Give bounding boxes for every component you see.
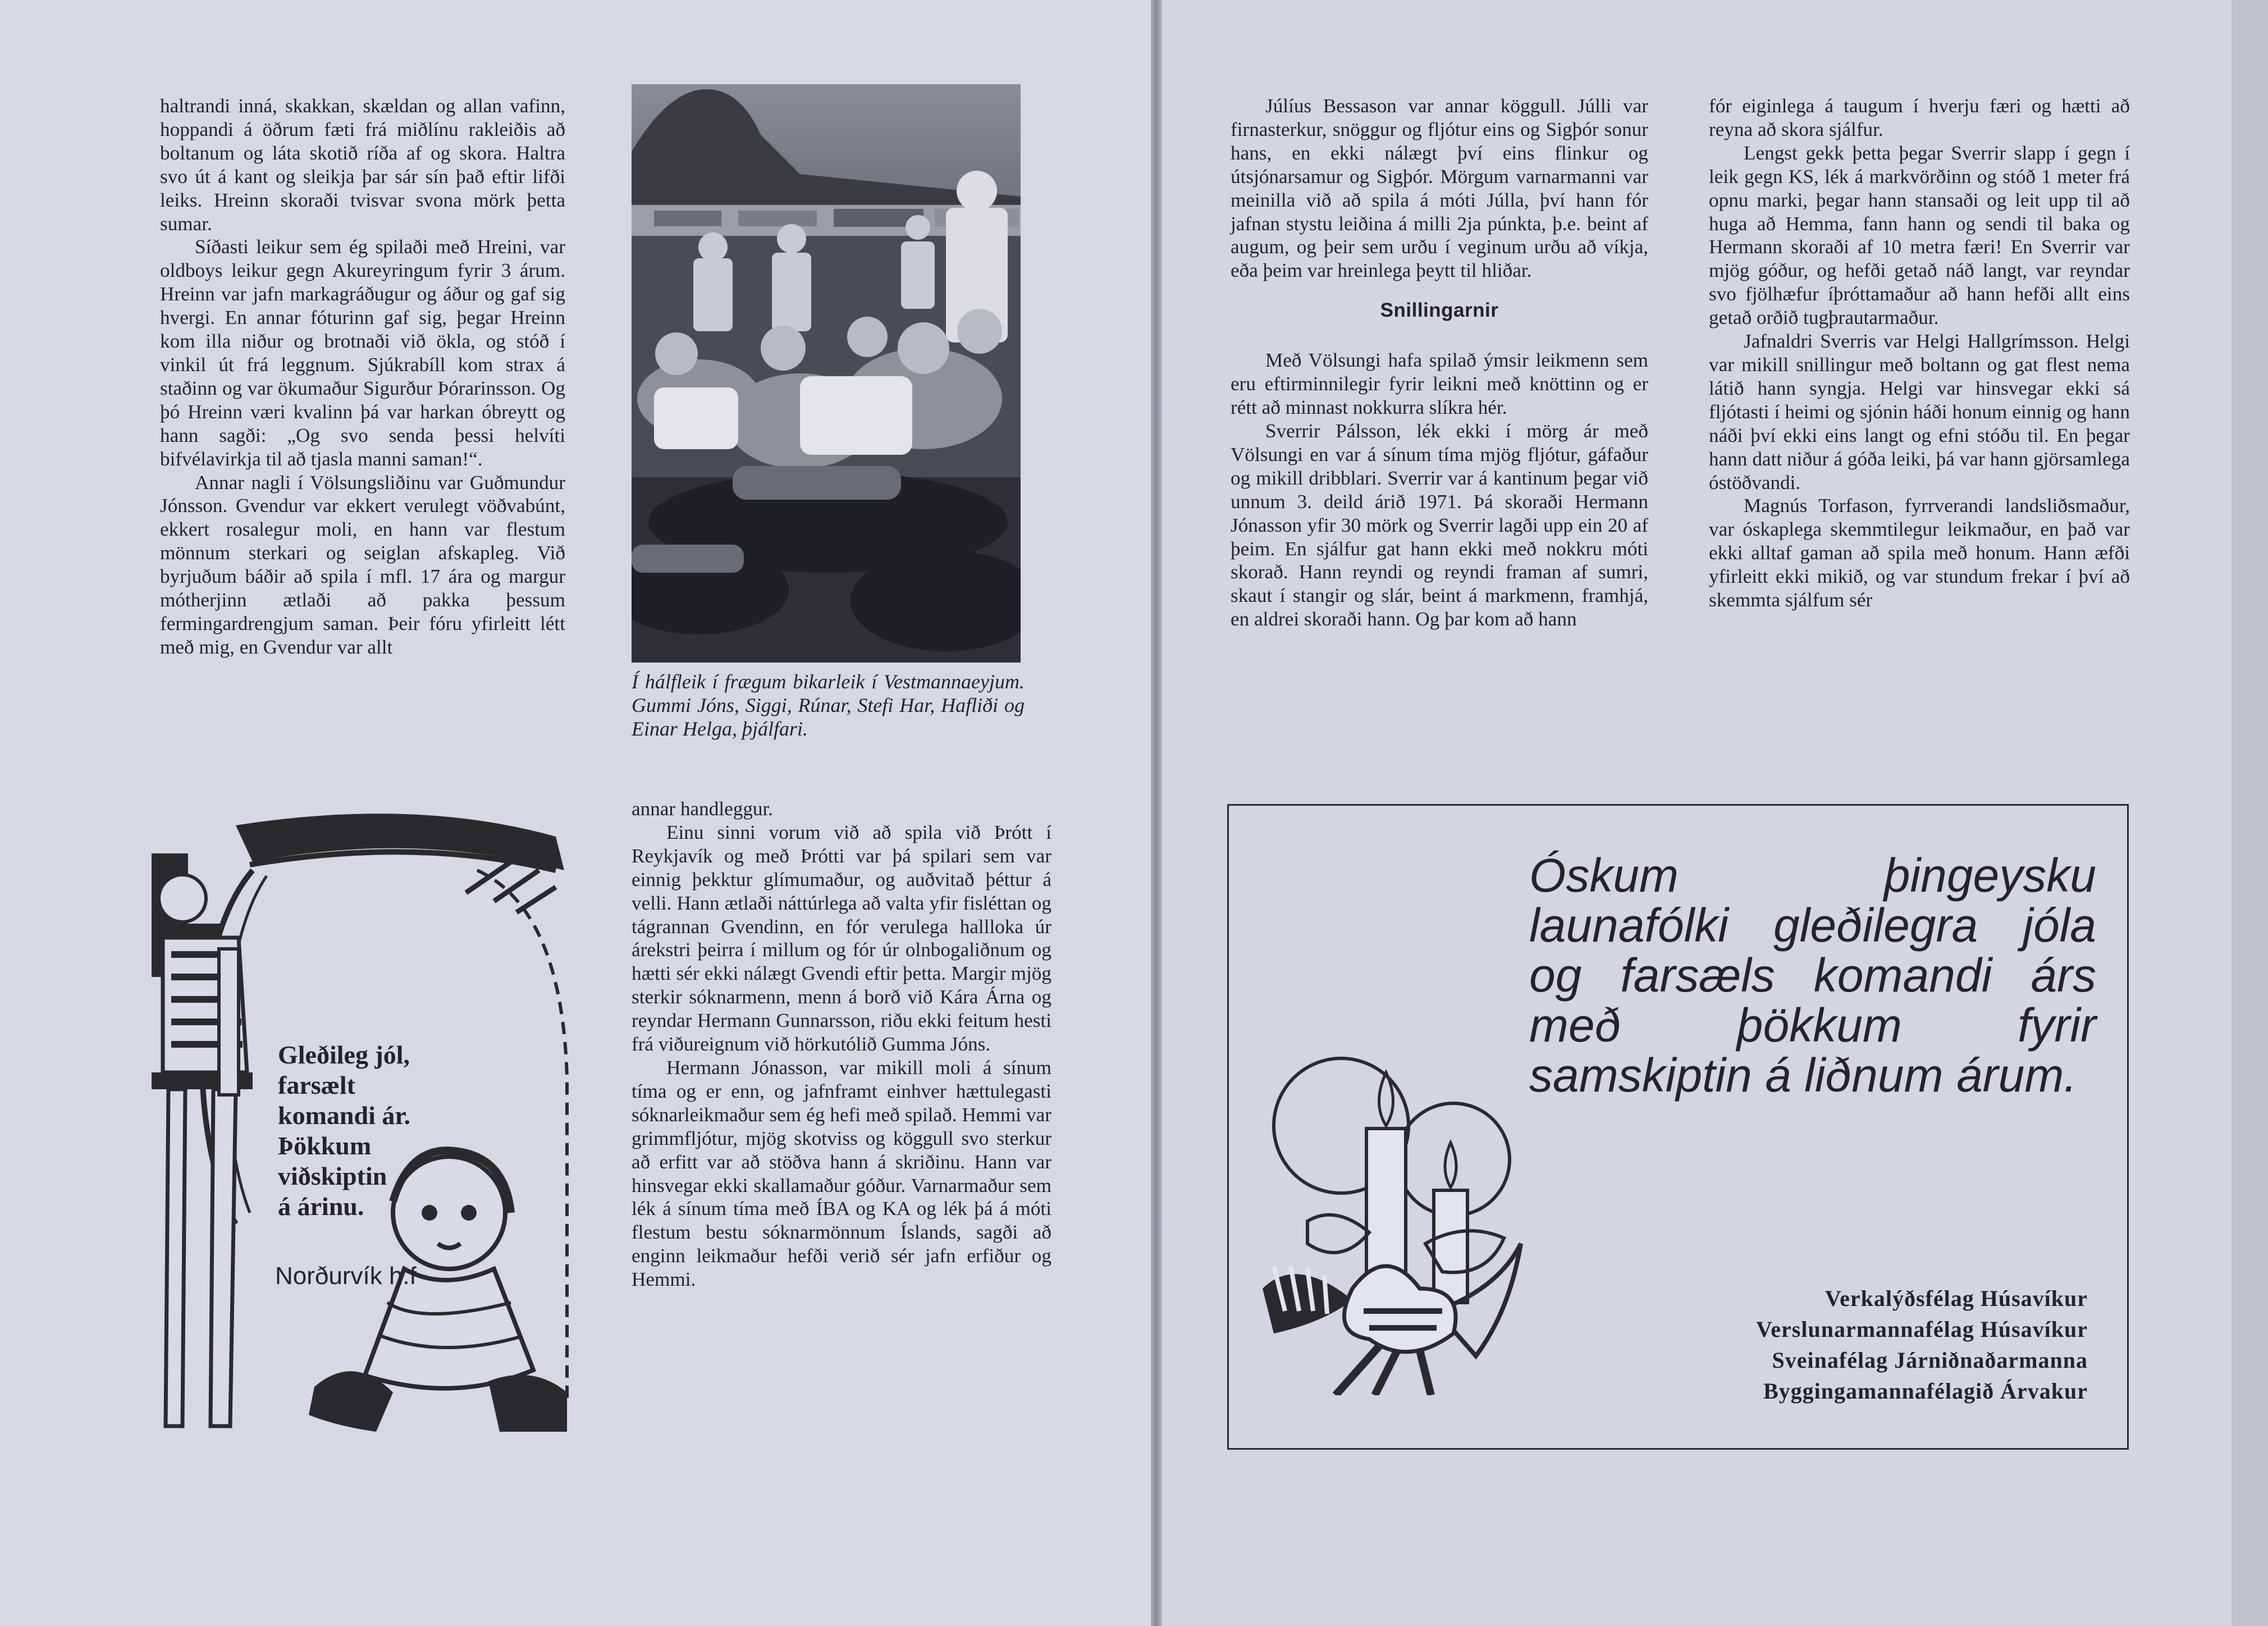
- section-heading: Snillingarnir: [1380, 299, 1499, 322]
- paragraph: Magnús Torfason, fyrrverandi landsliðsmaður, var óskaplega skemmtilegur leikmaður, en það var ekki alltaf gaman að spila með honum. Hann æfði yfirleitt ekki mikið, og var stundum frekar í því að skemmta sjálfum sér: [1709, 495, 2130, 611]
- paragraph: Hermann Jónasson, var mikill moli á sínum tíma og er enn, og jafnframt einhver hættulegasti sóknarleikmaður sem ég hefi með spilað. Hemmi var grimmfljótur, mjög skotviss og köggull svo sterkur að erfitt var að stöðva hann á skriðinu. Hann var hinsvegar ekki skallamaður góður. Varnarmaður sem lék á sínum tíma með ÍBA og KA og lék þá á móti flestum bestu sóknarmönnum Íslands, sagði að enginn leikmaður hefði verið sér jafn erfiður og Hemmi.: [632, 1056, 1051, 1291]
- team-halftime-photo: [632, 84, 1021, 663]
- page-edge: [2232, 0, 2268, 1626]
- paragraph: Einu sinni vorum við að spila við Þrótt í Reykjavík og með Þrótti var þá spilari sem var einnig þekktur glímumaður, og auðvitað þéttur á velli. Hann ætlaði náttúrlega að valta yfir fisléttan og tágrannan Gvendinn, en fór verulega hallloka úr árekstri þeirra í millum og fór úr olnbogaliðnum og hætti sér ekki nálægt Gvendi eftir þetta. Margir mjög sterkir sóknarmenn, menn á borð við Kára Árna og reyndar Hermann Gunnarsson, riðu ekki feitum hesti frá viðureignum við hörkutólið Gumma Jóns.: [632, 821, 1051, 1056]
- left-column-1: [160, 94, 565, 659]
- paragraph: haltrandi inná, skakkan, skældan og allan vafinn, hoppandi á öðrum fæti frá miðlínu rakleiðis að boltanum og láta skotið ríða af og skora. Haltra svo út á kant og sleikja þar sár sín það eftir lifði leiks. Hreinn skoraði tvisvar svona mörk þetta sumar.: [160, 95, 565, 235]
- photo-caption: Í hálfleik í frægum bikarleik í Vestmannaeyjum. Gummi Jóns, Siggi, Rúnar, Stefi Har, Hafliði og Einar Helga, þjálfari.: [632, 670, 1025, 740]
- union-name: Verkalýðsfélag Húsavíkur: [1825, 1286, 2088, 1311]
- left-column-2: [632, 797, 1051, 1291]
- paragraph: Júlíus Bessason var annar köggull. Júlli var firnasterkur, snöggur og fljótur eins og Sigþór sonur hans, en ekki nálægt því eins flinkur og útsjónarsamur og Sigþór. Mörgum varnarmanni var meinilla við að spila á móti Júlla, því hann fór jafnan stystu leiðina á milli 2ja púnkta, þ.e. beint af augum, og þeir sem urðu í veginum urðu að víkja, eða þeim var hreinlega þeytt til hliðar.: [1231, 95, 1648, 282]
- right-page: [1162, 0, 2268, 1626]
- greeting-line: viðskiptin: [278, 1162, 387, 1190]
- right-column-1: [1231, 94, 1648, 631]
- union-name: Byggingamannafélagið Árvakur: [1763, 1378, 2088, 1404]
- paragraph: Lengst gekk þetta þegar Sverrir slapp í gegn í leik gegn KS, lék á markvörðinn og stóð 1 meter frá opnu marki, þegar hann stansaði og leit upp til að huga að Hemma, fann hann og sendi til baka og Hermann skoraði af 10 metra færi! En Sverrir var mjög góður, og hefði getað náð langt, var reyndar svo fjölhæfur íþróttamaður að hann hefði allt eins getað orðið tugþrautarmaður.: [1709, 141, 2130, 329]
- ad-company-signature: Norðurvík h.f: [275, 1262, 417, 1290]
- union-signatures: [1756, 1283, 2088, 1406]
- union-christmas-ad: [1227, 804, 2129, 1450]
- right-column-2: [1709, 94, 2130, 612]
- ad-greeting-wish: Óskum þingeysku launafólki gleðilegra jóla og farsæls komandi árs með þökkum fyrir samskiptin á liðnum árum.: [1529, 849, 2096, 1102]
- page-gutter: [1151, 0, 1162, 1626]
- union-name: Sveinafélag Járniðnaðarmanna: [1772, 1348, 2088, 1373]
- paragraph: Síðasti leikur sem ég spilaði með Hreini, var oldboys leikur gegn Akureyringum fyrir 3 árum. Hreinn var jafn markagráðugur og áður og gaf sig hvergi. En annar fóturinn gaf sig, þegar Hreinn kom illa niður og brotnaði við ökla, og stóð í vinkil út frá leggnum. Sjúkrabíll kom strax á staðinn og var ökumaður Sigurður Þórarinsson. Og þó Hreinn væri kvalinn þá var harkan óbreytt og hann sagði: „Og svo senda þessi helvíti bifvélavirkja til að tjasla manni saman!“.: [160, 236, 565, 470]
- paragraph: fór eiginlega á taugum í hverju færi og hætti að reyna að skora sjálfur.: [1709, 95, 2130, 140]
- paragraph: Sverrir Pálsson, lék ekki í mörg ár með Völsungi en var á sínum tíma mjög fljótur, gáfaður og mikill dribblari. Sverrir var á kantinum þegar við unnum 3. deild árið 1971. Þá skoraði Hermann Jónasson yfir 30 mörk og Sverrir lagði upp ein 20 af þeim. En sjálfur gat hann ekki með nokkru móti skorað. Hann reyndi og reyndi framan af sumri, skaut í stangir og slár, beint á markmenn, framhjá, en aldrei skoraði hann. Og þar kom að hann: [1231, 419, 1648, 631]
- union-name: Verslunarmannafélag Húsavíkur: [1756, 1317, 2088, 1342]
- paragraph: Annar nagli í Völsungsliðinu var Guðmundur Jónsson. Gvendur var ekkert verulegt vöðvabúnt, ekkert rosalegur moli, en hann var flestum mönnum sterkari og seiglan afskapleg. Við byrjuðum báðir að spila í mfl. 17 ára og margur mótherjinn ætlaði að pakka þessum fermingardrengjum saman. Þeir fóru yfirleitt létt með mig, en Gvendur var allt: [160, 471, 565, 658]
- greeting-line: Þökkum: [278, 1131, 372, 1160]
- greeting-line: Gleðileg jól,: [278, 1040, 410, 1069]
- ad-greeting-message: [278, 1040, 469, 1222]
- paragraph: annar handleggur.: [632, 798, 774, 820]
- paragraph: Jafnaldri Sverris var Helgi Hallgrímsson. Helgi var mikill snillingur með boltann og gat flest nema látið hann syngja. Helgi var hinsvegar ekki sá fljótasti í heimi og sjónin háði honum einnig og hann náði því ekki eins langt og efni stóðu til. En þegar hann datt niður á góða leiki, þá var hann gjörsamlega óstöðvandi.: [1709, 330, 2130, 494]
- greeting-line: komandi ár.: [278, 1101, 411, 1130]
- candles-holly-illustration: [1240, 974, 1554, 1395]
- greeting-line: farsælt: [278, 1071, 355, 1099]
- greeting-line: á árinu.: [278, 1192, 364, 1221]
- norourvik-christmas-ad: [152, 809, 578, 1449]
- paragraph: Með Völsungi hafa spilað ýmsir leikmenn sem eru eftirminnilegir fyrir leikni með knöttinn og er rétt að minnast nokkurra slíkra hér.: [1231, 349, 1648, 419]
